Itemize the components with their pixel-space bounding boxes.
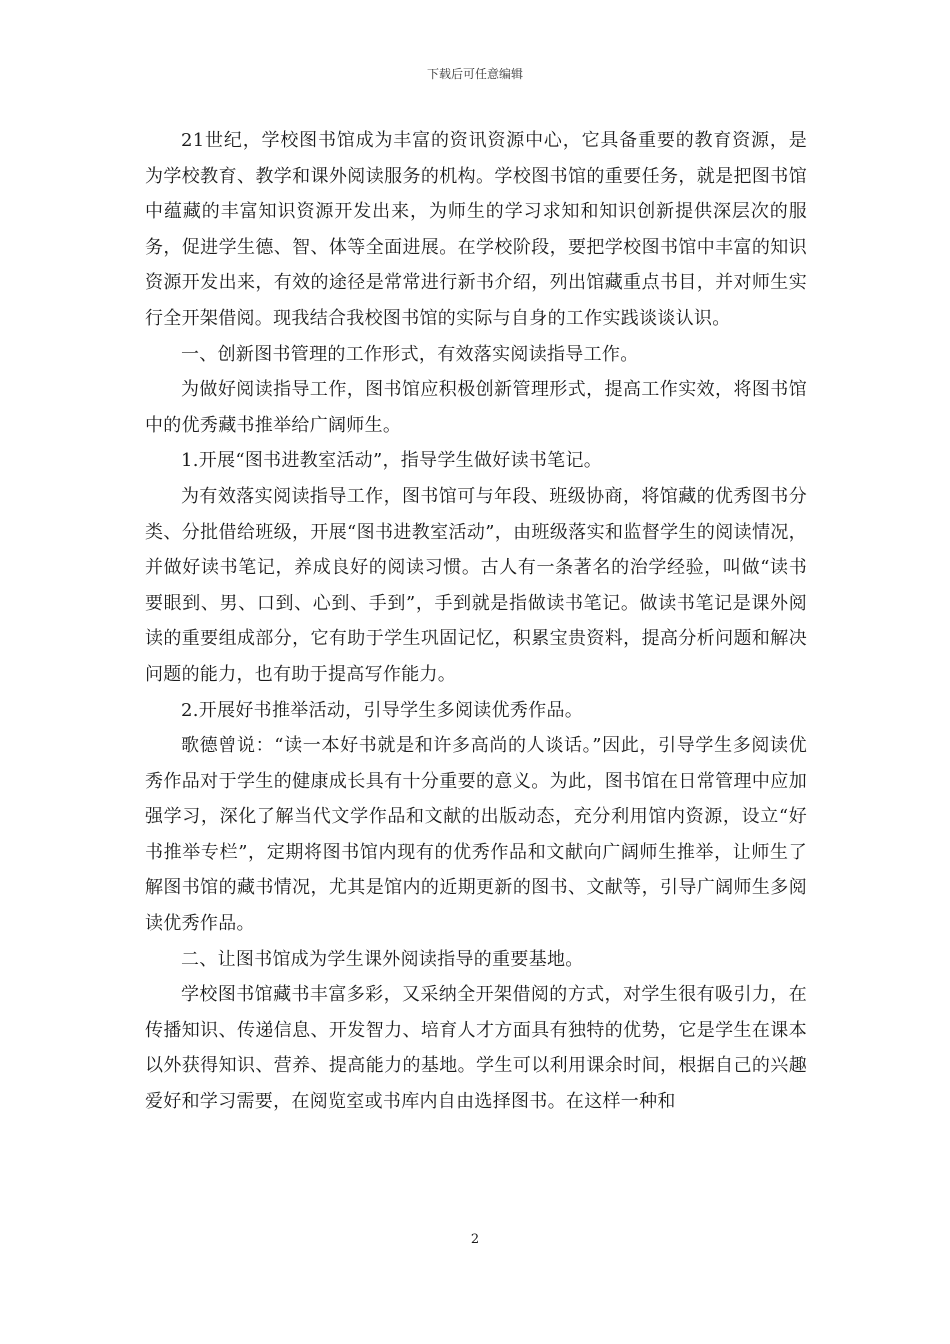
paragraph-reading-notes: 为有效落实阅读指导工作，图书馆可与年段、班级协商，将馆藏的优秀图书分类、分批借给班级，开展“图书进教室活动”，由班级落实和监督学生的阅读情况，并做好读书笔记，养成良好的阅读习惯。古人有一条著名的治学经验，叫做“读书要眼到、男、口到、心到、手到”，手到就是指做读书笔记。做读书笔记是课外阅读的重要组成部分，它有助于学生巩固记忆，积累宝贵资料，提高分析问题和解决问题的能力，也有助于提高写作能力。 — [145, 485, 807, 685]
section-heading-2: 二、让图书馆成为学生课外阅读指导的重要基地。 — [181, 948, 584, 970]
paragraph-section-1: 为做好阅读指导工作，图书馆应积极创新管理形式，提高工作实效，将图书馆中的优秀藏书推举给广阔师生。 — [145, 379, 807, 436]
subheading-1-2: 2.开展好书推举活动，引导学生多阅读优秀作品。 — [181, 699, 584, 721]
paragraph-intro: 21世纪，学校图书馆成为丰富的资讯资源中心，它具备重要的教育资源，是为学校教育、教学和课外阅读服务的机构。学校图书馆的重要任务，就是把图书馆中蕴藏的丰富知识资源开发出来，为师生的学习求知和知识创新提供深层次的服务，促进学生德、智、体等全面进展。在学校阶段，要把学校图书馆中丰富的知识资源开发出来，有效的途径是常常进行新书介绍，列出馆藏重点书目，并对师生实行全开架借阅。现我结合我校图书馆的实际与自身的工作实践谈谈认识。 — [145, 130, 807, 329]
document-body — [145, 123, 807, 1120]
subheading-1-1: 1.开展“图书进教室活动”，指导学生做好读书笔记。 — [181, 450, 603, 472]
page-number: 2 — [470, 1232, 480, 1247]
section-heading-1: 一、创新图书管理的工作形式，有效落实阅读指导工作。 — [181, 343, 639, 365]
page-header: 下载后可任意编辑 — [426, 67, 523, 81]
paragraph-library-base: 学校图书馆藏书丰富多彩，又采纳全开架借阅的方式，对学生很有吸引力，在传播知识、传递信息、开发智力、培育人才方面具有独特的优势，它是学生在课本以外获得知识、营养、提高能力的基地。学生可以利用课余时间，根据自己的兴趣爱好和学习需要，在阅览室或书库内自由选择图书。在这样一种和 — [145, 984, 807, 1113]
paragraph-book-recommendation: 歌德曾说：“读一本好书就是和许多高尚的人谈话。”因此，引导学生多阅读优秀作品对于学生的健康成长具有十分重要的意义。为此，图书馆在日常管理中应加强学习，深化了解当代文学作品和文献的出版动态，充分利用馆内资源，设立“好书推举专栏”，定期将图书馆内现有的优秀作品和文献向广阔师生推举，让师生了解图书馆的藏书情况，尤其是馆内的近期更新的图书、文献等，引导广阔师生多阅读优秀作品。 — [145, 735, 807, 935]
